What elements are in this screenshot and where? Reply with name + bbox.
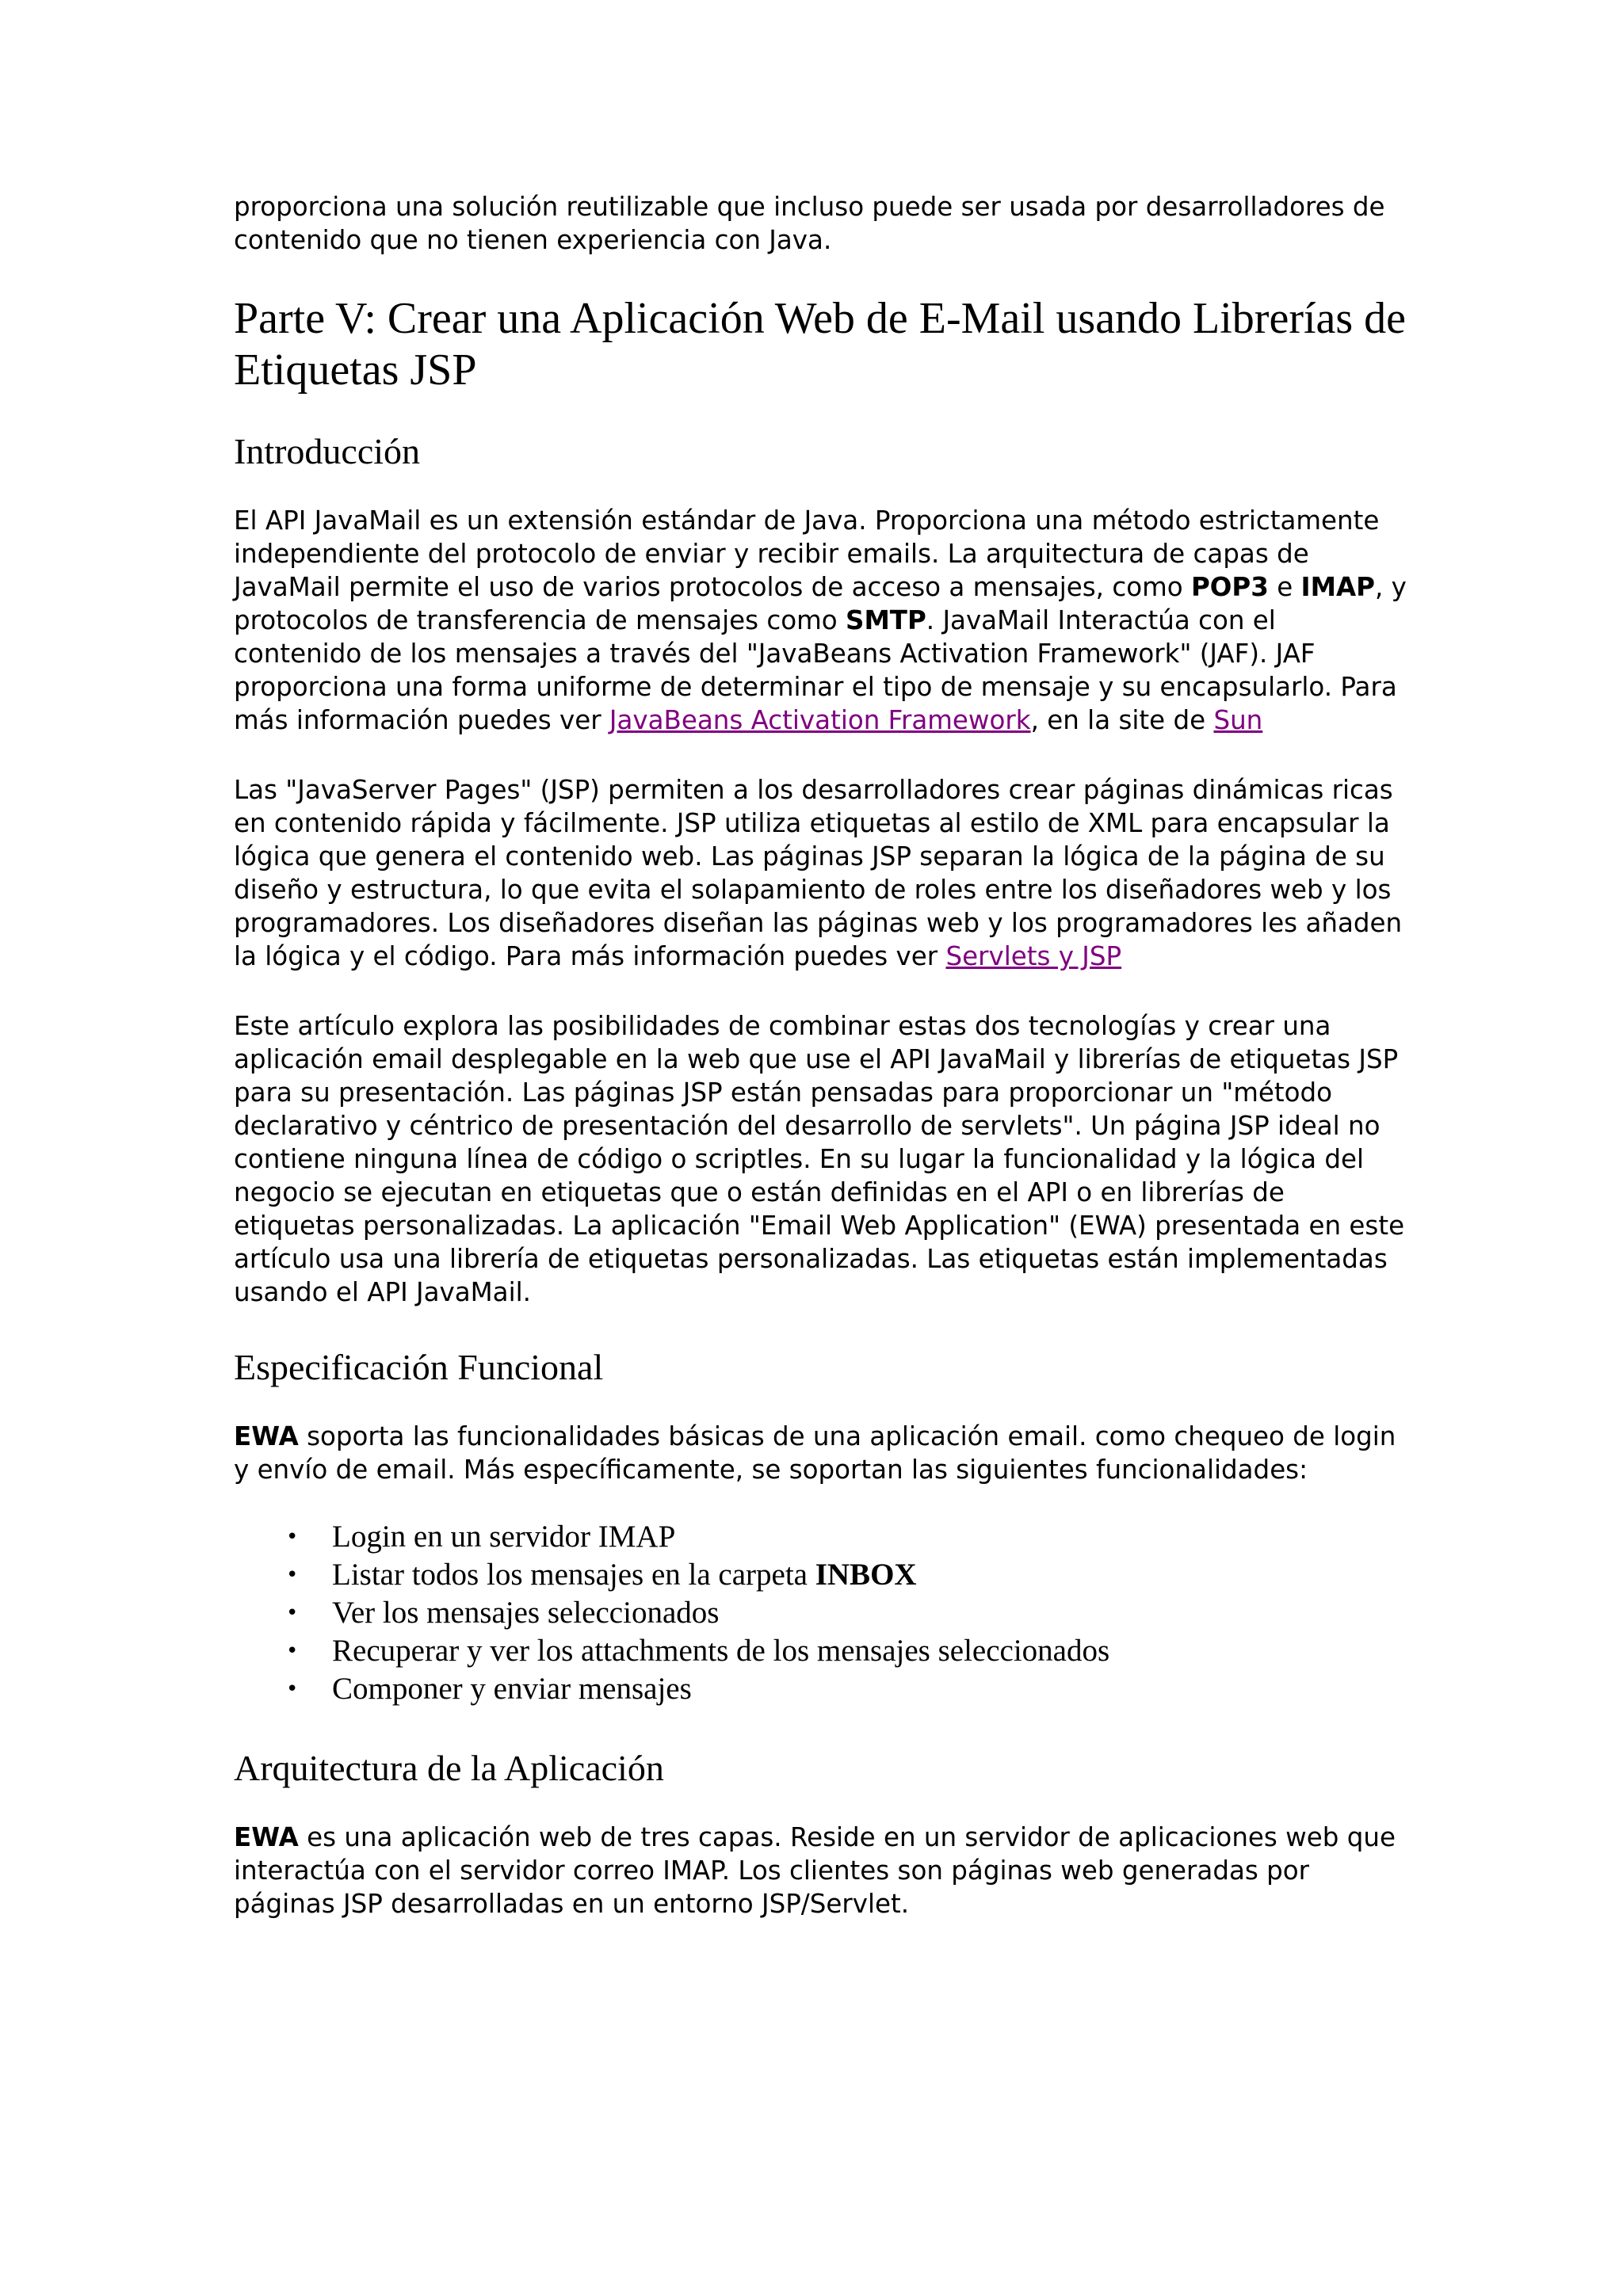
bullet-icon: • bbox=[286, 1639, 299, 1663]
javamail-text-2: e bbox=[1268, 572, 1301, 602]
ewa-features-paragraph bbox=[234, 1420, 1407, 1486]
pop3-term: POP3 bbox=[1190, 572, 1269, 602]
list-item-text: Ver los mensajes seleccionados bbox=[332, 1596, 720, 1630]
part-title: Parte V: Crear una Aplicación Web de E-Mail usando Librerías de Etiquetas JSP bbox=[234, 294, 1407, 395]
list-item-text: Recuperar y ver los attachments de los mensajes seleccionados bbox=[332, 1634, 1110, 1668]
list-item bbox=[234, 1556, 1407, 1594]
bullet-icon: • bbox=[286, 1677, 299, 1701]
list-item-text: Componer y enviar mensajes bbox=[332, 1672, 692, 1706]
list-item-text: Login en un servidor IMAP bbox=[332, 1520, 676, 1554]
list-item bbox=[234, 1632, 1407, 1670]
article-scope-paragraph: Este artículo explora las posibilidades de combinar estas dos tecnologías y crear una aplicación email desplegable en la web que use el API JavaMail y librerías de etiquetas JSP para su presentación. Las páginas JSP están pensadas para proporcionar un "método declarativo y céntrico de presentación del desarrollo de servlets". Un página JSP ideal no contiene ninguna línea de código o scriptles. En su lugar la funcionalidad y la lógica del negocio se ejecutan en etiquetas que o están definidas en el API o en librerías de etiquetas personalizadas. La aplicación "Email Web Application" (EWA) presentada en este artículo usa una librería de etiquetas personalizadas. Las etiquetas están implementadas usando el API JavaMail. bbox=[234, 1011, 1405, 1307]
javamail-paragraph bbox=[234, 504, 1407, 737]
sun-link[interactable]: Sun bbox=[1213, 705, 1263, 735]
section-heading-especificacion: Especificación Funcional bbox=[234, 1347, 604, 1387]
document-page bbox=[234, 190, 1407, 1920]
list-item bbox=[234, 1594, 1407, 1632]
smtp-term: SMTP bbox=[846, 605, 926, 635]
javamail-text-5: , en la site de bbox=[1030, 705, 1214, 735]
servlets-jsp-link[interactable]: Servlets y JSP bbox=[945, 941, 1122, 971]
ewa-term: EWA bbox=[234, 1822, 299, 1852]
list-item bbox=[234, 1518, 1407, 1556]
javamail-text-3: , y protocolos de transferencia de mensajes como bbox=[234, 572, 1407, 635]
jsp-text-1: Las "JavaServer Pages" (JSP) permiten a los desarrolladores crear páginas dinámicas ricas en contenido rápida y fácilmente. JSP utiliza etiquetas al estilo de XML para encapsular la lógica que genera el contenido web. Las páginas JSP separan la lógica de la página de su diseño y estructura, lo que evita el solapamiento de roles entre los diseñadores web y los programadores. Los diseñadores diseñan las páginas web y los programadores les añaden la lógica y el código. Para más información puedes ver bbox=[234, 775, 1403, 971]
architecture-text: es una aplicación web de tres capas. Reside en un servidor de aplicaciones web que interactúa con el servidor correo IMAP. Los clientes son páginas web generadas por páginas JSP desarrolladas en un entorno JSP/Servlet. bbox=[234, 1822, 1396, 1919]
section-heading-introduccion: Introducción bbox=[234, 431, 421, 471]
bullet-icon: • bbox=[286, 1563, 299, 1587]
imap-term: IMAP bbox=[1300, 572, 1375, 602]
jaf-link[interactable]: JavaBeans Activation Framework bbox=[609, 705, 1031, 735]
list-item bbox=[234, 1670, 1407, 1708]
list-item-bold: INBOX bbox=[815, 1558, 917, 1592]
bullet-icon: • bbox=[286, 1601, 299, 1625]
architecture-paragraph bbox=[234, 1821, 1407, 1920]
section-heading-arquitectura: Arquitectura de la Aplicación bbox=[234, 1748, 664, 1788]
features-list bbox=[234, 1518, 1407, 1708]
javamail-text-4: . JavaMail Interactúa con el contenido de los mensajes a través del "JavaBeans Activation Framework" (JAF). JAF proporciona una forma uniforme de determinar el tipo de mensaje y su encapsularlo. Para más información puedes ver bbox=[234, 605, 1397, 735]
intro-fragment-paragraph: proporciona una solución reutilizable que incluso puede ser usada por desarrolladores de contenido que no tienen experiencia con Java. bbox=[234, 192, 1385, 255]
ewa-term: EWA bbox=[234, 1421, 299, 1451]
javamail-text-1: El API JavaMail es un extensión estándar de Java. Proporciona una método estrictamente independiente del protocolo de enviar y recibir emails. La arquitectura de capas de JavaMail permite el uso de varios protocolos de acceso a mensajes, como bbox=[234, 505, 1380, 602]
jsp-paragraph bbox=[234, 773, 1407, 973]
ewa-features-text: soporta las funcionalidades básicas de una aplicación email. como chequeo de login y envío de email. Más específicamente, se soportan las siguientes funcionalidades: bbox=[234, 1421, 1396, 1485]
list-item-text: Listar todos los mensajes en la carpeta bbox=[332, 1558, 815, 1592]
bullet-icon: • bbox=[286, 1525, 299, 1549]
